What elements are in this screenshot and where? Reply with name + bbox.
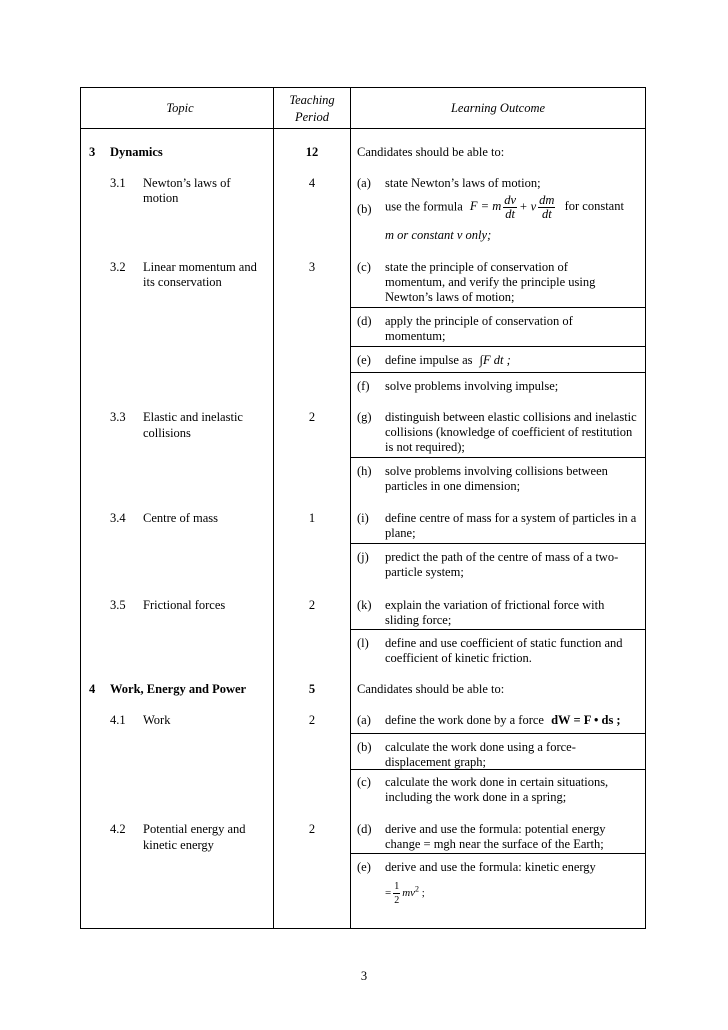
outcome-label: (c): [357, 775, 371, 789]
formula-end: ;: [421, 887, 425, 900]
outcome-text: distinguish between elastic collisions and inelastic collisions (knowledge of coefficient of restitution is not required);: [385, 410, 637, 454]
subtopic-title: collisions: [143, 426, 191, 440]
row-divider: [350, 457, 646, 458]
subtopic-number: 3.2: [110, 260, 126, 274]
header-teaching: Teaching: [289, 93, 335, 107]
outcome-label: (e): [357, 860, 371, 874]
outcome-label: (k): [357, 598, 372, 612]
outcome-text: solve problems involving collisions between particles in one dimension;: [385, 464, 608, 493]
subtopic-number: 4.1: [110, 713, 126, 727]
outcome-line: [385, 353, 645, 368]
outcome-text: derive and use the formula: kinetic energy: [385, 860, 596, 874]
section-intro: Candidates should be able to:: [357, 682, 505, 696]
section-period: 5: [308, 682, 316, 696]
subtopic-period: 2: [308, 598, 316, 612]
outcome-item: [357, 194, 643, 240]
subtopic-title: its conservation: [143, 275, 222, 289]
outcome-text: explain the variation of frictional force with sliding force;: [385, 598, 605, 627]
outcome-text: calculate the work done using a force-displacement graph;: [385, 740, 576, 769]
outcome-label: (a): [357, 176, 371, 190]
outcome-text: define impulse as: [385, 353, 473, 367]
formula-line: [385, 194, 645, 221]
row-divider: [350, 629, 646, 630]
subtopic-title: Newton’s laws of: [143, 176, 231, 190]
subtopic-title: Potential energy and: [143, 822, 246, 836]
subtopic-title: kinetic energy: [143, 838, 214, 852]
outcome-label: (h): [357, 464, 372, 478]
subtopic-number: 3.5: [110, 598, 126, 612]
outcome-line: [385, 713, 645, 728]
formula-exponent: 2: [415, 884, 420, 894]
header-outcome: Learning Outcome: [450, 101, 546, 115]
outcome-text: calculate the work done in certain situations, including the work done in a spring;: [385, 775, 609, 804]
outcome-text: define and use coefficient of static function and coefficient of kinetic friction.: [385, 636, 623, 665]
outcome-label: (g): [357, 410, 372, 424]
impulse-expression: ∫F dt ;: [479, 353, 511, 367]
outcome-item: [357, 860, 643, 910]
outcome-label: (d): [357, 314, 372, 328]
outcome-label: (b): [357, 202, 372, 216]
subtopic-title: Elastic and inelastic: [143, 410, 243, 424]
subtopic-period: 2: [308, 822, 316, 836]
outcome-text: m or constant v only;: [385, 228, 492, 242]
outcome-label: (l): [357, 636, 369, 650]
formula-lhs: F = m: [469, 199, 502, 214]
outcome-label: (c): [357, 260, 371, 274]
formula-suffix: for constant: [564, 199, 624, 214]
outcome-label: (j): [357, 550, 369, 564]
outcome-text: state the principle of conservation of momentum, and verify the principle using Newton’s laws of motion;: [385, 260, 596, 304]
column-divider: [273, 87, 274, 929]
outcome-text: apply the principle of conservation of momentum;: [385, 314, 573, 343]
kinetic-energy-formula: [385, 880, 645, 907]
outcome-text: define the work done by a force: [385, 713, 544, 727]
subtopic-number: 3.1: [110, 176, 126, 190]
outcome-label: (f): [357, 379, 370, 393]
fraction: [393, 880, 400, 907]
row-divider: [350, 346, 646, 347]
row-divider: [350, 543, 646, 544]
subtopic-number: 3.4: [110, 511, 126, 525]
outcome-label: (b): [357, 740, 372, 754]
column-divider: [350, 87, 351, 929]
row-divider: [350, 372, 646, 373]
subtopic-title: Work: [143, 713, 171, 727]
section-intro: Candidates should be able to:: [357, 145, 505, 159]
subtopic-period: 1: [308, 511, 316, 525]
formula-prefix: use the formula: [385, 199, 463, 214]
subtopic-title: motion: [143, 191, 179, 205]
outcome-text: derive and use the formula: potential energy change = mgh near the surface of the Earth;: [385, 822, 606, 851]
subtopic-period: 3: [308, 260, 316, 274]
subtopic-number: 4.2: [110, 822, 126, 836]
fraction: [538, 194, 555, 221]
outcome-text: solve problems involving impulse;: [385, 379, 559, 393]
subtopic-title: Linear momentum and: [143, 260, 257, 274]
section-number: 4: [89, 682, 96, 696]
fraction-denominator: dt: [505, 207, 516, 221]
formula-term: mv: [402, 887, 416, 900]
work-expression: dW = F • ds ;: [551, 713, 621, 727]
row-divider: [350, 307, 646, 308]
fraction-numerator: dm: [539, 193, 555, 207]
outcome-label: (a): [357, 713, 371, 727]
subtopic-period: 2: [308, 713, 316, 727]
outcome-label: (i): [357, 511, 369, 525]
fraction-numerator: 1: [394, 881, 400, 892]
subtopic-period: 2: [308, 410, 316, 424]
fraction-denominator: 2: [394, 895, 400, 906]
row-divider: [350, 769, 646, 770]
subtopic-title: Centre of mass: [143, 511, 218, 525]
row-divider: [350, 853, 646, 854]
section-number: 3: [89, 145, 96, 159]
row-divider: [350, 733, 646, 734]
section-period: 12: [305, 145, 319, 159]
outcome-text: state Newton’s laws of motion;: [385, 176, 541, 190]
fraction-numerator: dv: [504, 193, 517, 207]
header-topic: Topic: [166, 101, 194, 115]
outcome-label: (e): [357, 353, 371, 367]
outcome-text: predict the path of the centre of mass of a two-particle system;: [385, 550, 619, 579]
subtopic-number: 3.3: [110, 410, 126, 424]
fraction-denominator: dt: [541, 207, 552, 221]
subtopic-title: Frictional forces: [143, 598, 226, 612]
page-number: 3: [360, 969, 368, 983]
section-title: Dynamics: [110, 145, 163, 159]
header-period: Period: [294, 110, 330, 124]
outcome-text: define centre of mass for a system of particles in a plane;: [385, 511, 637, 540]
section-title: Work, Energy and Power: [110, 682, 247, 696]
header-divider: [80, 128, 646, 129]
fraction: [503, 194, 517, 221]
outcome-label: (d): [357, 822, 372, 836]
subtopic-period: 4: [308, 176, 316, 190]
formula-equals: =: [385, 887, 392, 900]
formula-plus: + v: [519, 199, 537, 214]
